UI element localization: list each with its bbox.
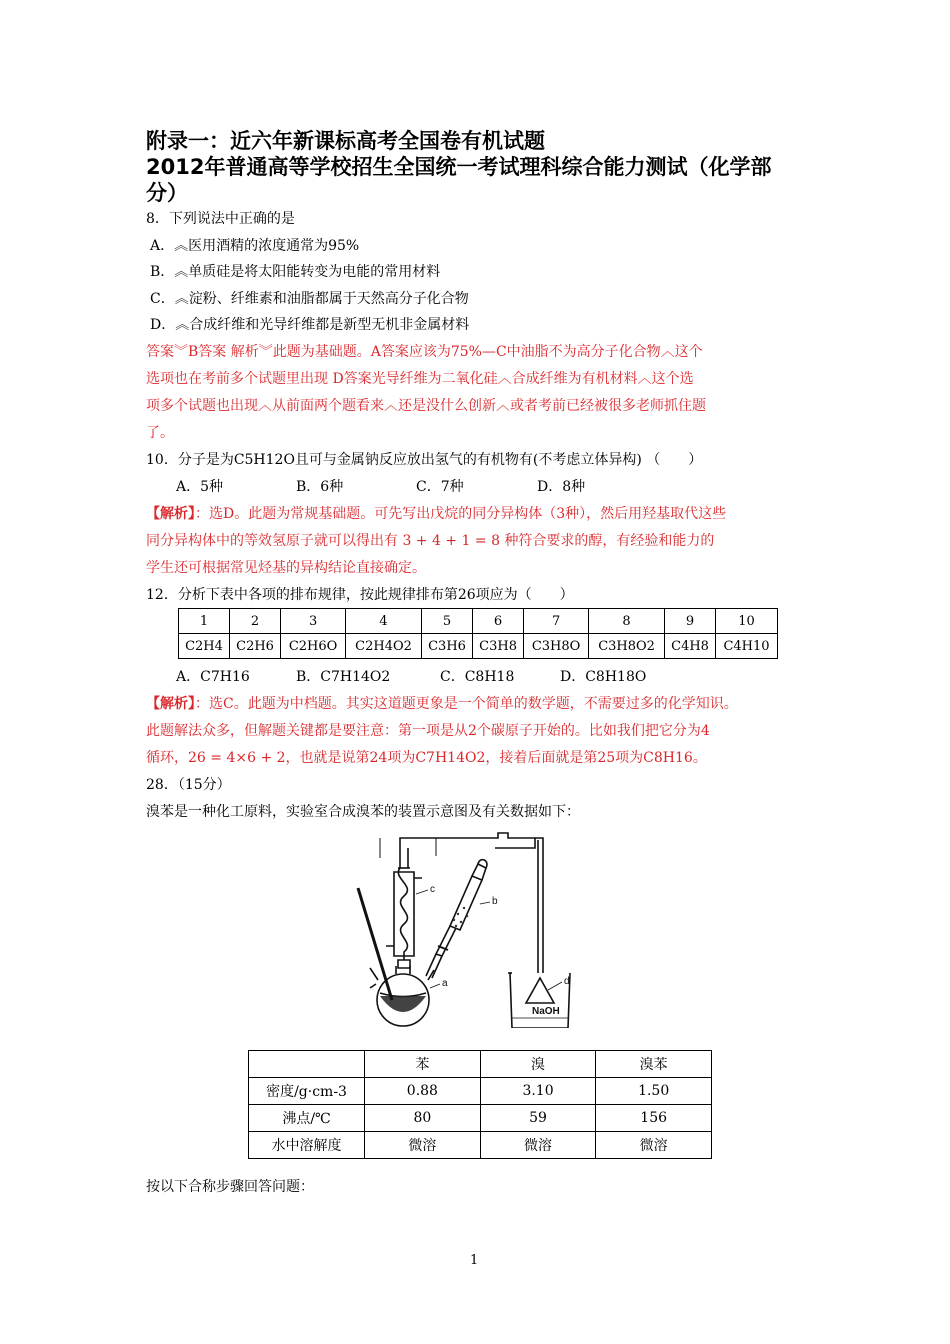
q8-option-c: C．︽淀粉、纤维素和油脂都属于天然高分子化合物 (150, 291, 469, 307)
table-header: 溴 (480, 1051, 596, 1078)
properties-table (248, 1050, 712, 1159)
table-cell: 1.50 (596, 1078, 712, 1105)
q12-stem: 12．分析下表中各项的排布规律，按此规律排布第26项应为（ ） (146, 587, 574, 603)
q28-footer: 按以下合称步骤回答问题： (146, 1179, 314, 1195)
q10-analysis-line (146, 505, 726, 523)
analysis-label: 【解析】 (146, 696, 195, 712)
table-cell: 80 (365, 1105, 481, 1132)
analysis-text: ：选D。此题为常规基础题。可先写出戊烷的同分异构体（3种），然后用羟基取代这些 (195, 506, 727, 522)
analysis-label: 【解析】 (146, 506, 195, 522)
table-cell: C2H6 (230, 634, 281, 659)
q8-option-b: B．︽单质硅是将太阳能转变为电能的常用材料 (150, 264, 441, 280)
label-a: a (442, 978, 448, 989)
table-cell: C3H8O2 (589, 634, 665, 659)
table-header (249, 1051, 365, 1078)
table-cell: C4H10 (716, 634, 778, 659)
table-cell: 1 (179, 609, 230, 634)
q28-stem: 28．（15分） (146, 777, 231, 793)
table-row (179, 634, 778, 659)
appendix-title: 附录一：近六年新课标高考全国卷有机试题 (146, 129, 545, 153)
table-cell: 6 (473, 609, 524, 634)
table-cell: C3H6 (422, 634, 473, 659)
table-cell: C3H8O (524, 634, 589, 659)
q12-analysis-line: 循环，26 = 4×6 + 2，也就是说第24项为C7H14O2，接着后面就是第25项为C8H16。 (146, 750, 707, 766)
q8-answer-line: 答案︾B答案 解析︾此题为基础题。A答案应该为75%—C中油脂不为高分子化合物︿这个 (146, 344, 703, 360)
q8-answer-line: 选项也在考前多个试题里出现 D答案光导纤维为二氧化硅︿合成纤维为有机材料︿这个选 (146, 371, 694, 387)
table-cell: 微溶 (365, 1132, 481, 1159)
page-number: 1 (470, 1253, 479, 1268)
exam-title-line1: 2012年普通高等学校招生全国统一考试理科综合能力测试（化学部 (146, 155, 772, 179)
table-row (179, 609, 778, 634)
table-cell: C2H6O (281, 634, 346, 659)
q8-option-d: D．︽合成纤维和光导纤维都是新型无机非金属材料 (150, 317, 470, 333)
label-naoh: NaOH (532, 1006, 560, 1017)
table-cell: 3.10 (480, 1078, 596, 1105)
q12-sequence-table (178, 608, 778, 659)
q10-analysis-line: 学生还可根据常见烃基的异构结论直接确定。 (146, 560, 426, 576)
q12-analysis-line: 此题解法众多，但解题关键都是要注意：第一项是从2个碳原子开始的。比如我们把它分为4 (146, 723, 710, 739)
label-c: c (430, 884, 435, 895)
q10-option-b: B．6种 (296, 479, 344, 495)
q10-stem: 10．分子是为C5H12O且可与金属钠反应放出氢气的有机物有(不考虑立体异构) （ ） (146, 452, 703, 468)
exam-title-line2: 分） (146, 181, 188, 205)
q28-intro: 溴苯是一种化工原料，实验室合成溴苯的装置示意图及有关数据如下： (146, 804, 580, 820)
table-cell: C4H8 (665, 634, 716, 659)
q12-option-d: D．C8H18O (560, 669, 647, 685)
table-cell: 7 (524, 609, 589, 634)
q8-answer-line: 项多个试题也出现︿从前面两个题看来︿还是没什么创新︿或者考前已经被很多老师抓住题 (146, 398, 706, 414)
table-cell: C2H4O2 (346, 634, 422, 659)
q10-option-a: A．5种 (176, 479, 224, 495)
table-row (249, 1078, 712, 1105)
table-cell: C3H8 (473, 634, 524, 659)
table-row (249, 1132, 712, 1159)
q8-stem: 8．下列说法中正确的是 (146, 211, 295, 227)
table-header: 苯 (365, 1051, 481, 1078)
q8-option-a: A．︽医用酒精的浓度通常为95% (150, 238, 360, 254)
label-d: d (564, 976, 570, 987)
table-cell: 8 (589, 609, 665, 634)
table-cell: 微溶 (596, 1132, 712, 1159)
q8-answer-line: 了。 (146, 425, 174, 441)
table-row (249, 1105, 712, 1132)
q10-analysis-line: 同分异构体中的等效氢原子就可以得出有 3 + 4 + 1 = 8 种符合要求的醇，有经验和能力的 (146, 533, 715, 549)
q12-option-a: A．C7H16 (176, 669, 250, 685)
table-cell: 9 (665, 609, 716, 634)
q12-analysis-line (146, 695, 738, 713)
q10-option-c: C．7种 (416, 479, 464, 495)
table-cell: 沸点/℃ (249, 1105, 365, 1132)
q10-option-d: D．8种 (537, 479, 586, 495)
table-cell: 水中溶解度 (249, 1132, 365, 1159)
q12-option-b: B．C7H14O2 (296, 669, 391, 685)
table-cell: 59 (480, 1105, 596, 1132)
table-cell: 5 (422, 609, 473, 634)
table-cell: 3 (281, 609, 346, 634)
table-cell: C2H4 (179, 634, 230, 659)
table-cell: 4 (346, 609, 422, 634)
table-cell: 0.88 (365, 1078, 481, 1105)
table-cell: 密度/g·cm-3 (249, 1078, 365, 1105)
analysis-text: ：选C。此题为中档题。其实这道题更象是一个简单的数学题，不需要过多的化学知识。 (195, 696, 738, 712)
table-cell: 2 (230, 609, 281, 634)
table-cell: 10 (716, 609, 778, 634)
table-row (249, 1051, 712, 1078)
table-cell: 156 (596, 1105, 712, 1132)
table-header: 溴苯 (596, 1051, 712, 1078)
table-cell: 微溶 (480, 1132, 596, 1159)
bromobenzene-apparatus-diagram (340, 828, 580, 1028)
label-b: b (492, 896, 498, 907)
q12-option-c: C．C8H18 (440, 669, 515, 685)
